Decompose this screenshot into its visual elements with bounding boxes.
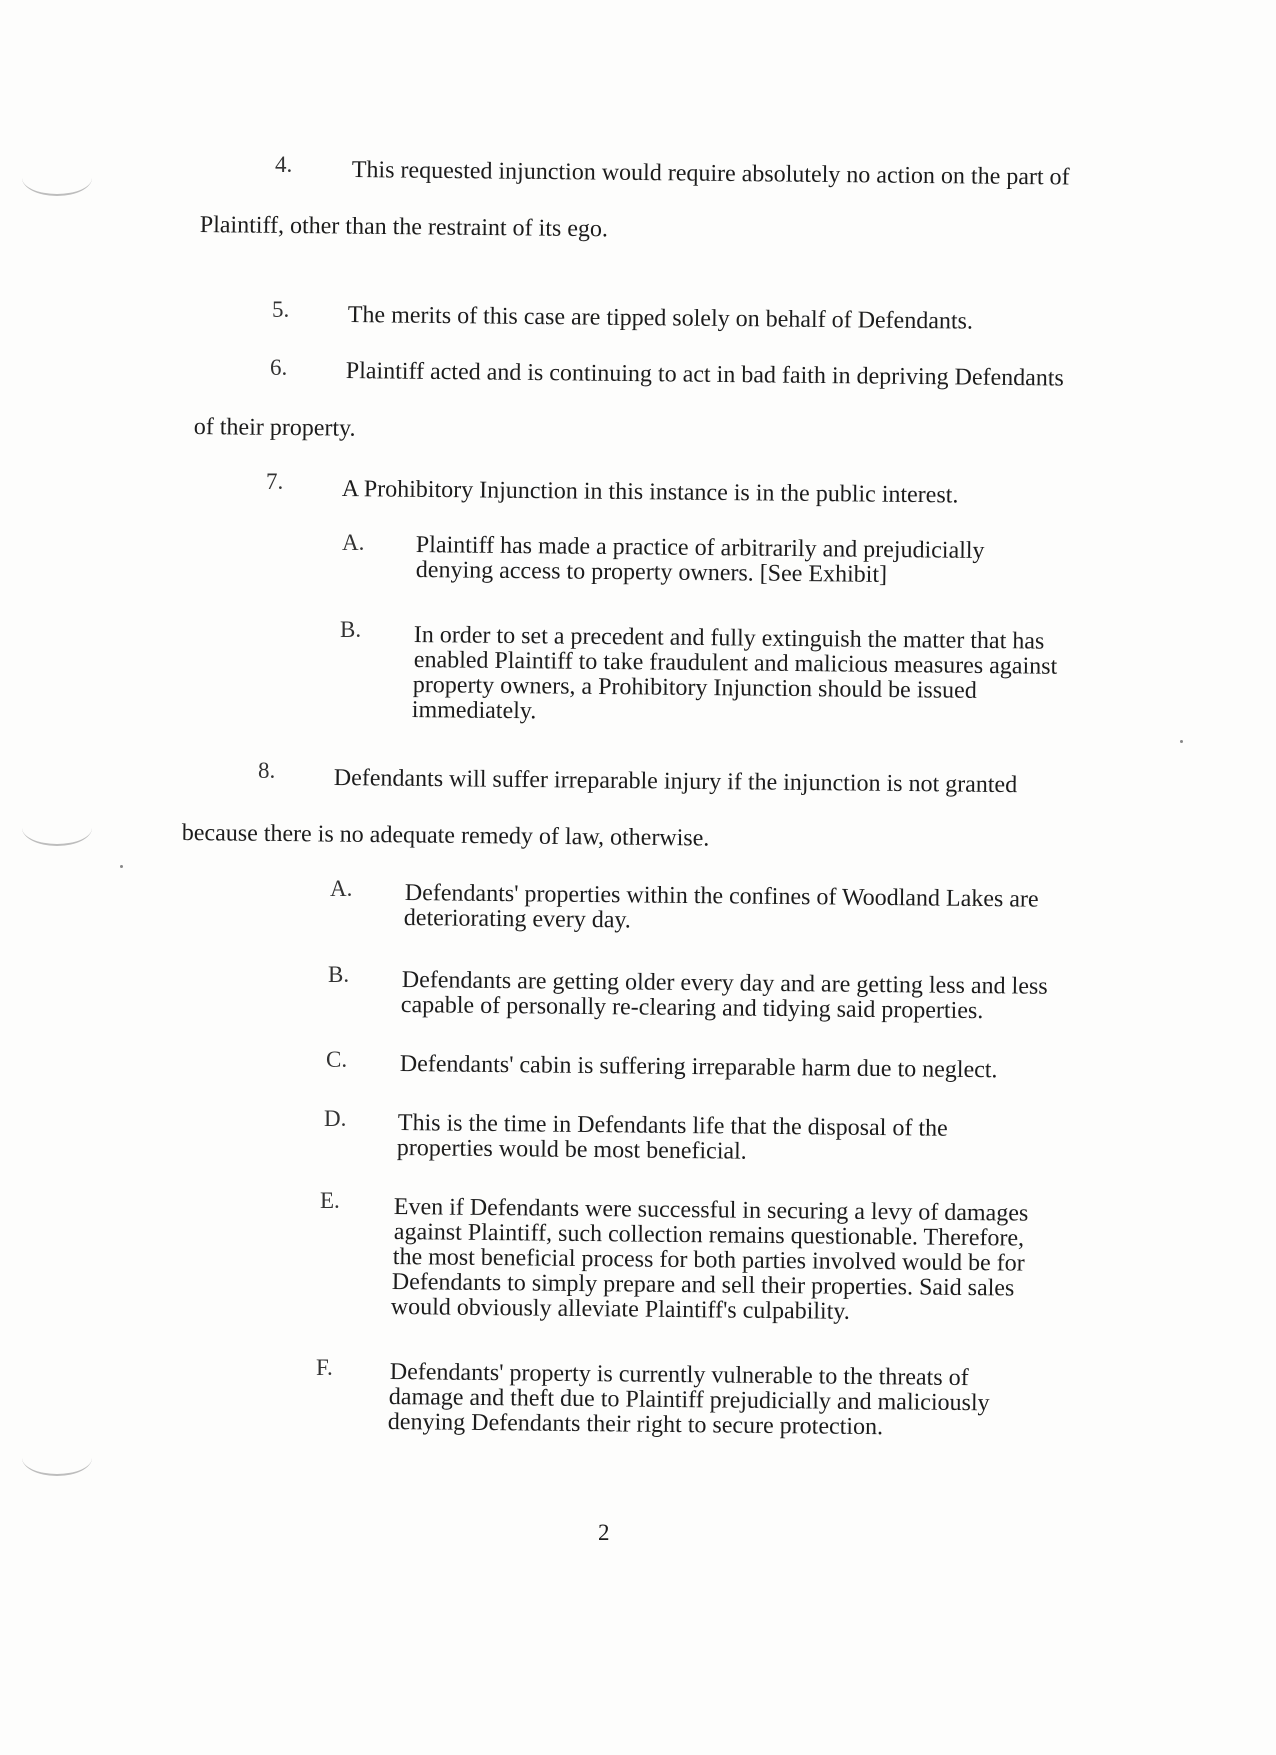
subitem-line: Even if Defendants were successful in securing a levy of damages [393,1194,1029,1227]
paragraph-line: of their property. [193,413,356,442]
paragraph-number: 6. [270,355,288,380]
subitem-line: deteriorating every day. [403,905,632,934]
page-number: 2 [598,1520,610,1545]
paragraph-line: A Prohibitory Injunction in this instance is in the public interest. [341,475,959,509]
subitem-letter: E. [320,1188,340,1213]
binder-hole-mark [22,160,92,196]
subitem-letter: A. [342,530,365,555]
subitem-letter: B. [340,617,362,642]
subitem-letter: D. [324,1106,347,1131]
subitem-line: In order to set a precedent and fully extinguish the matter that has [413,622,1045,655]
paragraph-line: because there is no adequate remedy of law, otherwise. [181,819,710,852]
subitem-line: denying Defendants their right to secure protection. [387,1409,884,1441]
paragraph-line: The merits of this case are tipped solely on behalf of Defendants. [347,301,974,335]
subitem-line: Defendants' property is currently vulnerable to the threats of [389,1359,969,1392]
subitem-line: enabled Plaintiff to take fraudulent and malicious measures against [413,647,1058,680]
subitem-line: properties would be most beneficial. [396,1135,747,1165]
paragraph-number: 4. [275,152,293,177]
subitem-line: Defendants to simply prepare and sell their properties. Said sales [391,1269,1015,1302]
paragraph-line: Plaintiff, other than the restraint of its ego. [199,211,609,243]
binder-hole-mark [22,1440,92,1476]
subitem-letter: A. [330,876,353,901]
subitem-letter: B. [328,962,350,987]
subitem-letter: C. [326,1047,348,1072]
subitem-line: would obviously alleviate Plaintiff's culpability. [390,1294,850,1325]
paragraph-number: 5. [272,297,290,322]
subitem-line: against Plaintiff, such collection remains questionable. Therefore, [393,1219,1025,1252]
subitem-line: Defendants are getting older every day and are getting less and less [401,967,1048,1000]
subitem-line: denying access to property owners. [See Exhibit] [415,557,888,588]
subitem-line: This is the time in Defendants life that the disposal of the [397,1110,948,1142]
paragraph-line: Defendants will suffer irreparable injury if the injunction is not granted [333,764,1018,799]
subitem-line: the most beneficial process for both parties involved would be for [392,1244,1025,1277]
subitem-line: capable of personally re-clearing and tidying said properties. [400,992,984,1025]
paragraph-number: 8. [258,758,276,783]
subitem-line: immediately. [411,697,537,725]
scan-speck [120,865,123,868]
subitem-line: damage and theft due to Plaintiff prejudicially and maliciously [388,1384,990,1417]
subitem-line: Defendants' cabin is suffering irreparable harm due to neglect. [399,1051,998,1084]
subitem-line: Plaintiff has made a practice of arbitrarily and prejudicially [415,532,985,564]
paragraph-line: Plaintiff acted and is continuing to act in bad faith in depriving Defendants [345,357,1064,392]
paragraph-line: This requested injunction would require absolutely no action on the part of [351,156,1070,191]
binder-hole-mark [22,810,92,846]
subitem-line: property owners, a Prohibitory Injunction should be issued [412,672,977,704]
scan-speck [1180,740,1183,743]
subitem-letter: F. [316,1355,333,1380]
subitem-line: Defendants' properties within the confines of Woodland Lakes are [404,880,1039,913]
paragraph-number: 7. [266,469,284,494]
